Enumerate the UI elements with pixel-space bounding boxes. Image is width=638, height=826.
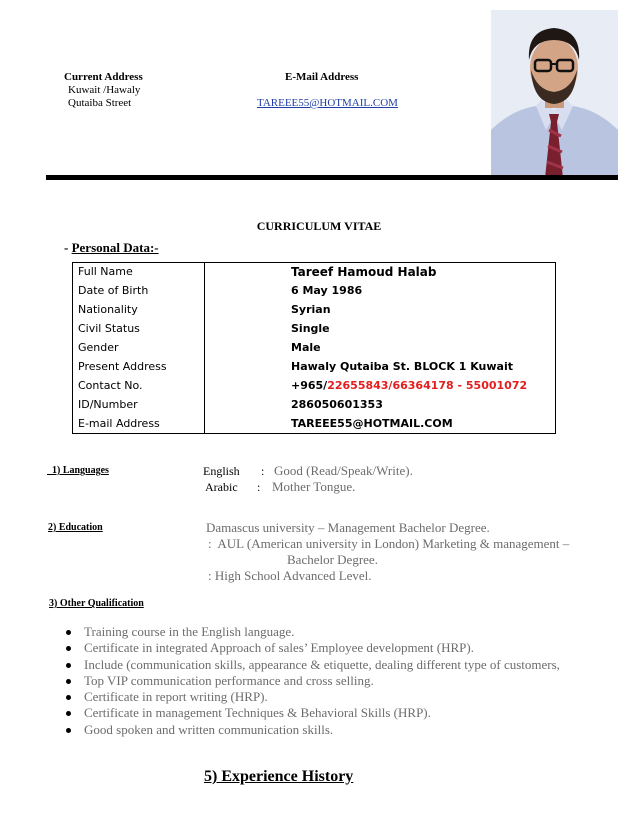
table-row bbox=[73, 395, 556, 414]
languages-label bbox=[47, 465, 109, 476]
list-item-text: Top VIP communication performance and cross selling. bbox=[84, 672, 374, 688]
language-level-arabic: Mother Tongue. bbox=[272, 479, 356, 494]
list-item-text: Training course in the English language. bbox=[84, 624, 295, 639]
table-row bbox=[73, 263, 556, 282]
list-item-text: Include (communication skills, appearance & etiquette, dealing different type of customers, bbox=[84, 656, 560, 672]
experience-heading: 5) Experience History bbox=[204, 768, 354, 785]
education-line-2: : AUL (American university in London) Marketing & management – bbox=[208, 536, 570, 551]
list-item-text: Good spoken and written communication skills. bbox=[84, 721, 334, 737]
list-item bbox=[66, 657, 560, 673]
heading-text: Personal Data:- bbox=[71, 240, 159, 255]
list-item bbox=[66, 689, 560, 705]
cv-title: CURRICULUM VITAE bbox=[256, 219, 382, 233]
bullet-icon bbox=[66, 711, 71, 716]
address-line-1: Kuwait /Hawaly bbox=[68, 84, 141, 96]
qualification-label: 3) Other Qualification bbox=[49, 598, 144, 609]
row-label-id: ID/Number bbox=[73, 395, 205, 414]
row-label-civil-status: Civil Status bbox=[73, 320, 205, 339]
list-item bbox=[66, 722, 560, 738]
bullet-icon bbox=[66, 663, 71, 668]
row-label-email: E-mail Address bbox=[73, 414, 205, 433]
language-name-arabic: Arabic bbox=[205, 480, 238, 494]
row-value-present-address: Hawaly Qutaiba St. BLOCK 1 Kuwait bbox=[291, 359, 513, 373]
row-label-dob: Date of Birth bbox=[73, 282, 205, 301]
row-value-dob: 6 May 1986 bbox=[291, 284, 363, 298]
education-line-1: Damascus university – Management Bachelor Degree. bbox=[206, 520, 490, 535]
language-sep-english: : bbox=[261, 464, 265, 478]
heading-prefix: - bbox=[64, 240, 72, 255]
row-label-contact: Contact No. bbox=[73, 376, 205, 395]
list-item bbox=[66, 624, 560, 640]
list-item bbox=[66, 673, 560, 689]
list-item-text: Certificate in integrated Approach of sales’ Employee development (HRP). bbox=[84, 640, 474, 656]
row-value-full-name: Tareef Hamoud Halab bbox=[291, 265, 437, 280]
bullet-icon bbox=[66, 630, 71, 635]
row-label-nationality: Nationality bbox=[73, 301, 205, 320]
table-row bbox=[73, 376, 556, 395]
language-sep-arabic: : bbox=[257, 480, 261, 494]
email-label: E-Mail Address bbox=[285, 71, 359, 83]
row-label-present-address: Present Address bbox=[73, 357, 205, 376]
list-item-text: Certificate in management Techniques & Behavioral Skills (HRP). bbox=[84, 705, 431, 721]
current-address-label: Current Address bbox=[64, 71, 143, 83]
contact-numbers: 22655843/66364178 - 55001072 bbox=[327, 378, 528, 392]
bullet-icon bbox=[66, 679, 71, 684]
list-item bbox=[66, 705, 560, 721]
row-value-civil-status: Single bbox=[291, 322, 330, 336]
row-value-nationality: Syrian bbox=[291, 303, 331, 317]
table-row bbox=[73, 357, 556, 376]
row-value-contact bbox=[205, 376, 556, 395]
table-row bbox=[73, 414, 556, 433]
language-name-english: English bbox=[203, 464, 240, 478]
row-value-email: TAREEE55@HOTMAIL.COM bbox=[291, 416, 453, 430]
education-line-4: : High School Advanced Level. bbox=[208, 568, 372, 583]
row-value-gender: Male bbox=[291, 341, 321, 354]
bullet-icon bbox=[66, 695, 71, 700]
language-level-english: Good (Read/Speak/Write). bbox=[274, 463, 413, 478]
table-row bbox=[73, 282, 556, 301]
portrait-image bbox=[491, 10, 618, 178]
table-row bbox=[73, 339, 556, 358]
row-label-gender: Gender bbox=[73, 339, 205, 358]
email-link[interactable]: TAREEE55@HOTMAIL.COM bbox=[257, 97, 398, 109]
languages-label-text: 1) Languages bbox=[52, 465, 109, 476]
address-line-2: Qutaiba Street bbox=[68, 97, 132, 109]
table-row bbox=[73, 320, 556, 339]
personal-data-table bbox=[72, 262, 556, 434]
education-line-3: Bachelor Degree. bbox=[287, 552, 378, 567]
row-value-id: 286050601353 bbox=[291, 397, 383, 411]
list-item-text: Certificate in report writing (HRP). bbox=[84, 689, 268, 705]
row-label-full-name: Full Name bbox=[73, 263, 205, 282]
bullet-icon bbox=[66, 728, 71, 733]
personal-data-heading bbox=[64, 240, 159, 256]
qualification-list bbox=[66, 624, 560, 738]
table-row bbox=[73, 301, 556, 320]
list-item bbox=[66, 640, 560, 656]
profile-photo bbox=[491, 10, 618, 178]
education-label: 2) Education bbox=[48, 522, 103, 533]
bullet-icon bbox=[66, 646, 71, 651]
contact-prefix: +965/ bbox=[291, 378, 328, 392]
header-divider bbox=[46, 175, 618, 180]
